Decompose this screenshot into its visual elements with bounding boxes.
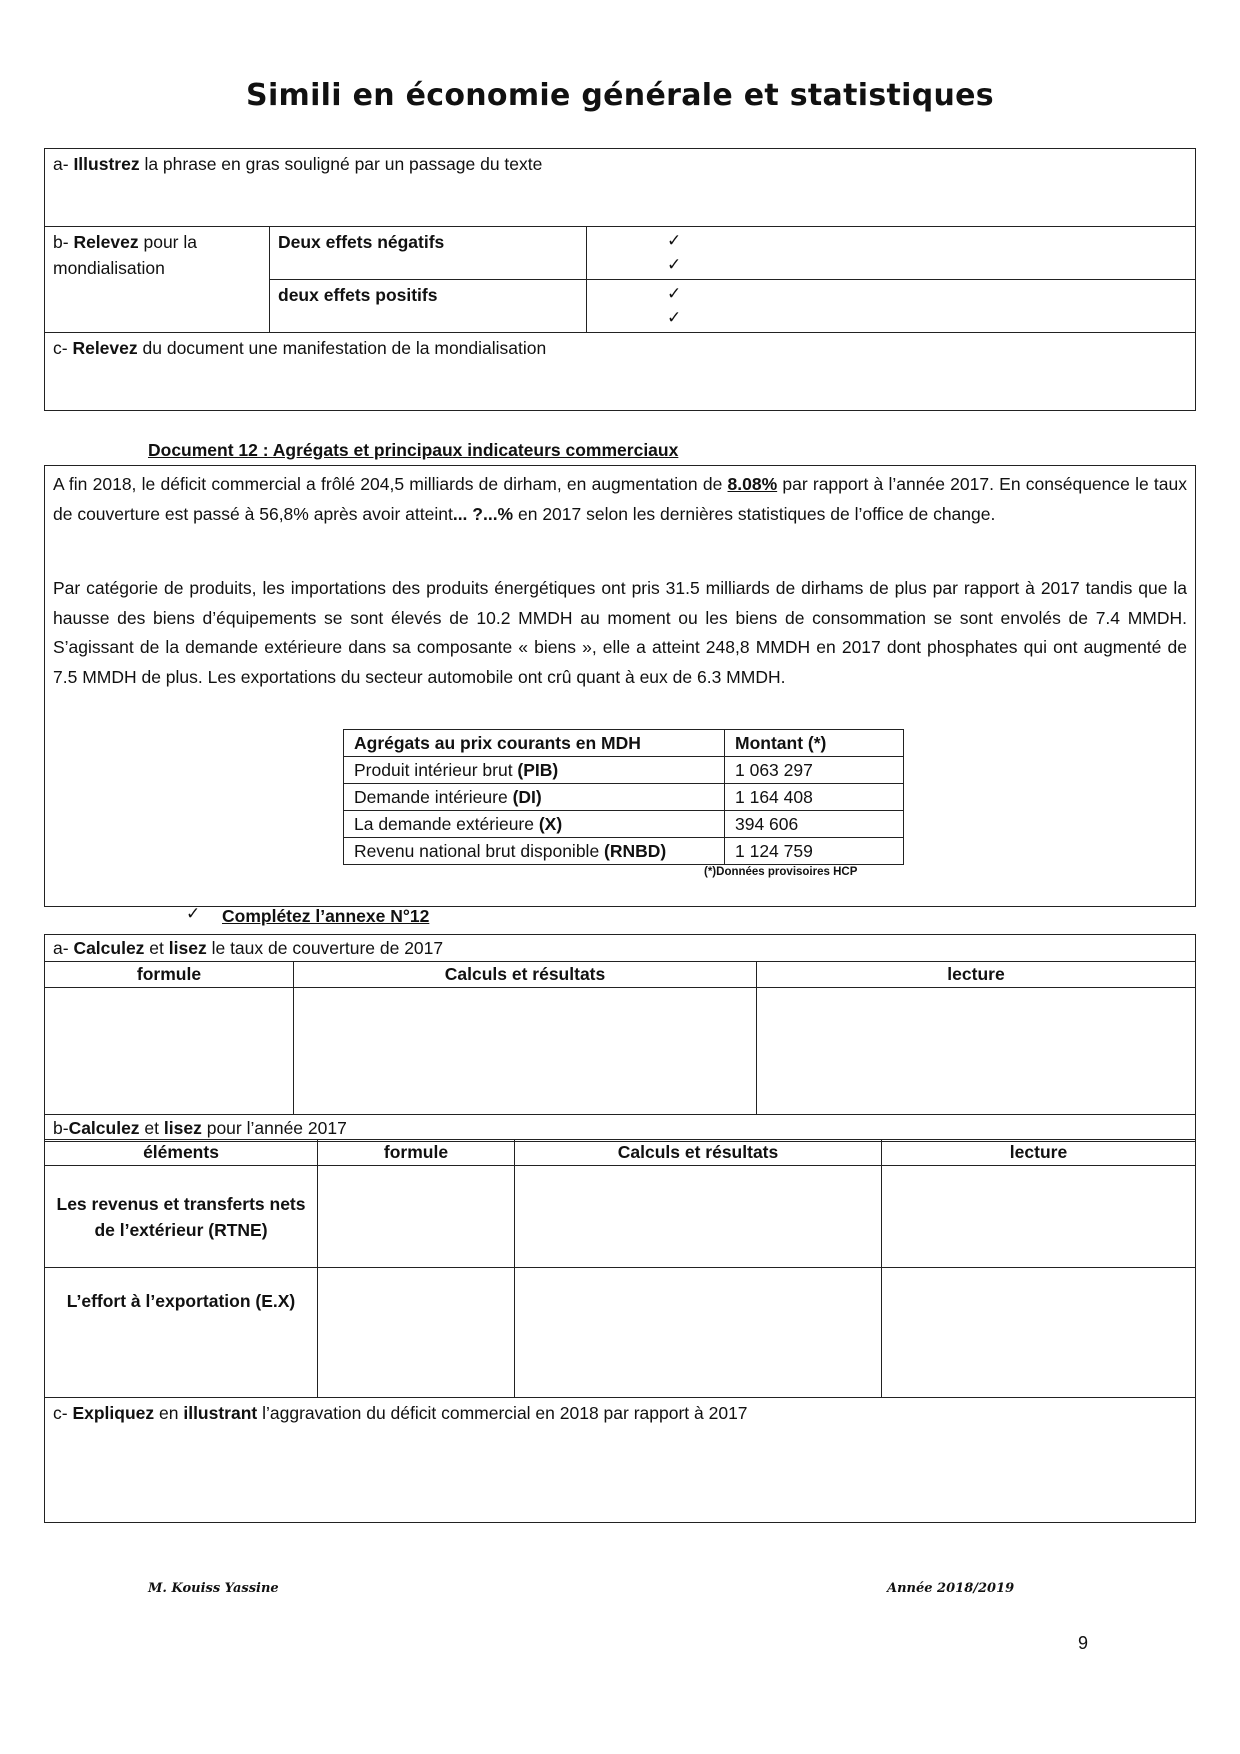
negative-effects-label: Deux effets négatifs: [270, 227, 587, 280]
aggregates-header-label: Agrégats au prix courants en MDH: [344, 730, 725, 757]
column-header: lecture: [757, 962, 1196, 988]
page-number: 9: [1078, 1633, 1089, 1653]
question-table: [44, 148, 1196, 411]
column-header: Calculs et résultats: [294, 962, 757, 988]
table-row: Demande intérieure (DI) 1 164 408: [344, 784, 904, 811]
question-b: b- Relevez pour la mondialisation: [45, 227, 270, 333]
check-icon: ✓: [667, 231, 682, 250]
footer-author: M. Kouiss Yassine: [148, 1581, 279, 1596]
column-header: formule: [318, 1140, 515, 1166]
table-note: (*)Données provisoires HCP: [704, 866, 858, 878]
table-row: Produit intérieur brut (PIB) 1 063 297: [344, 757, 904, 784]
check-icon: ✓: [667, 308, 682, 327]
answer-cell[interactable]: [515, 1166, 882, 1268]
table-row: [45, 1166, 1196, 1268]
question-c: c- Relevez du document une manifestation de la mondialisation: [45, 333, 1196, 411]
answer-cell[interactable]: [318, 1166, 515, 1268]
annexe-question-a: a- Calculez et lisez le taux de couverture de 2017: [45, 935, 1196, 962]
answer-cell[interactable]: [757, 988, 1196, 1115]
annexe-question-c: c- Expliquez en illustrant l’aggravation du déficit commercial en 2018 par rapport à 2017: [45, 1398, 1196, 1523]
table-row: La demande extérieure (X) 394 606: [344, 811, 904, 838]
negative-effects-answers: [587, 227, 1196, 280]
positive-effects-label: deux effets positifs: [270, 280, 587, 333]
answer-cell[interactable]: [515, 1268, 882, 1398]
footer-year: Année 2018/2019: [887, 1581, 1015, 1596]
row-label: Les revenus et transferts nets de l’extérieur (RTNE): [45, 1166, 318, 1268]
answer-cell[interactable]: [45, 988, 294, 1115]
document-paragraph-1: A fin 2018, le déficit commercial a frôlé 204,5 milliards de dirham, en augmentation de 8.08% par rapport à l’année 2017. En conséquence le taux de couverture est passé à 56,8% après avoir atteint... ?...% en 2017 selon les dernières statistiques de l’office de change.: [53, 474, 1187, 524]
answer-cell[interactable]: [882, 1166, 1196, 1268]
answer-cell[interactable]: [318, 1268, 515, 1398]
check-icon: ✓: [667, 255, 682, 274]
check-icon: ✓: [186, 904, 201, 923]
table-row: [45, 1268, 1196, 1398]
check-icon: ✓: [667, 284, 682, 303]
annexe-question-b: b-Calculez et lisez pour l’année 2017: [45, 1115, 1196, 1142]
aggregates-table: [343, 729, 904, 865]
aggregates-header-amount: Montant (*): [725, 730, 904, 757]
answer-cell[interactable]: [882, 1268, 1196, 1398]
annexe-title: Complétez l’annexe N°12: [222, 906, 430, 926]
column-header: lecture: [882, 1140, 1196, 1166]
column-header: formule: [45, 962, 294, 988]
column-header: Calculs et résultats: [515, 1140, 882, 1166]
answer-cell[interactable]: [294, 988, 757, 1115]
row-label: L’effort à l’exportation (E.X): [45, 1268, 318, 1398]
annexe-table-a: [44, 934, 1196, 1142]
positive-effects-answers: [587, 280, 1196, 333]
column-header: éléments: [45, 1140, 318, 1166]
document-paragraph-2: Par catégorie de produits, les importations des produits énergétiques ont pris 31.5 milliards de dirhams de plus par rapport à 2017 tandis que la hausse des biens d’équipements se sont élevés de 10.2 MMDH au moment ou les biens de consommation se sont envolés de 7.4 MMDH. S’agissant de la demande extérieure dans sa composante « biens », elle a atteint 248,8 MMDH en 2017 dont phosphates qui ont augmenté de 7.5 MMDH de plus. Les exportations du secteur automobile ont crû quant à eux de 6.3 MMDH.: [53, 578, 1187, 687]
table-row: Revenu national brut disponible (RNBD) 1 124 759: [344, 838, 904, 865]
document-box: [44, 465, 1196, 907]
document-heading: Document 12 : Agrégats et principaux indicateurs commerciaux: [148, 440, 679, 460]
annexe-table-b: [44, 1139, 1196, 1523]
question-a: a- Illustrez la phrase en gras souligné par un passage du texte: [45, 149, 1196, 227]
page-title: Simili en économie générale et statistiques: [246, 78, 994, 113]
